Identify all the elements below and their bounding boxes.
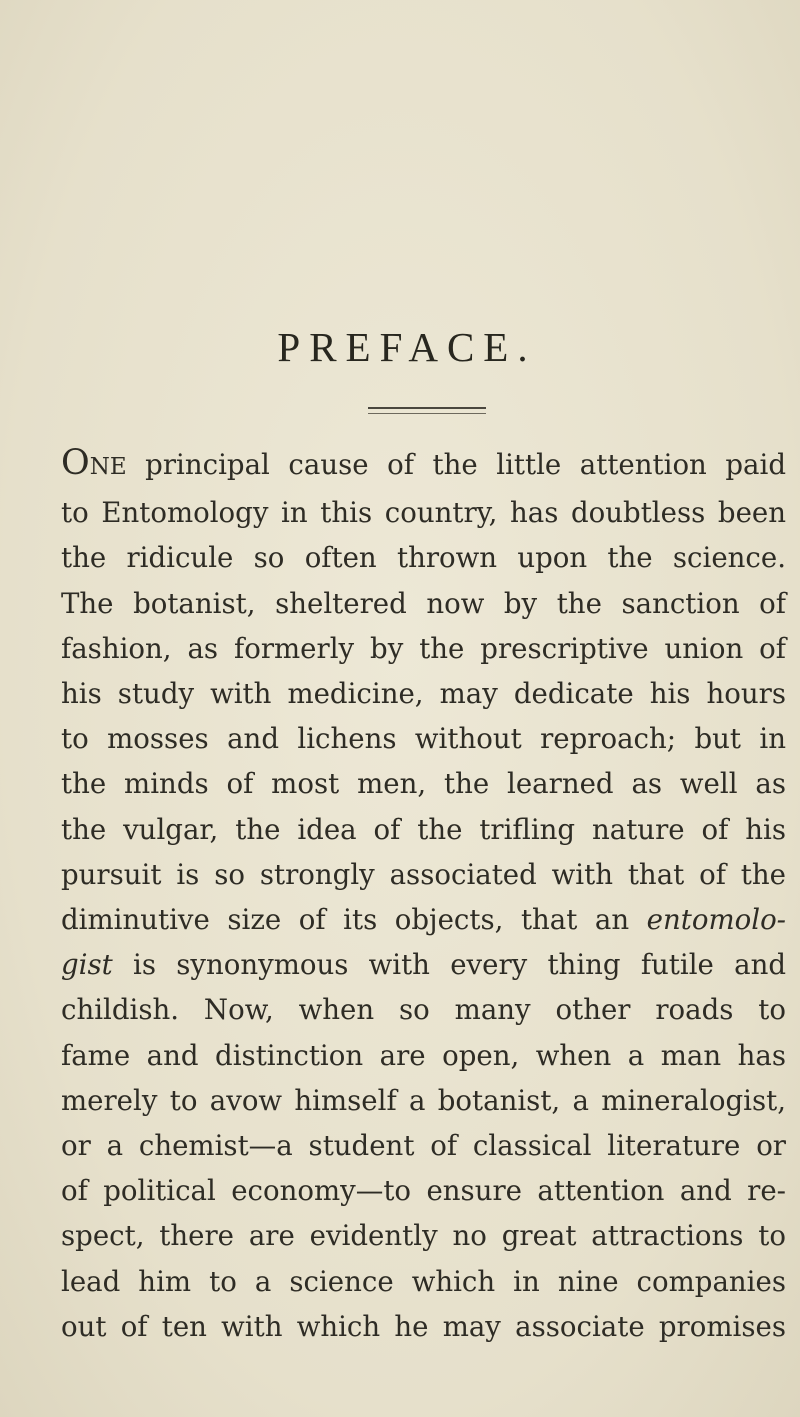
paragraph-line-3: the ridicule so often thrown upon the science. xyxy=(61,541,786,575)
paragraph-line-17: of political economy—to ensure attention and re- xyxy=(61,1174,786,1208)
italic-term: entomolo- xyxy=(646,903,786,937)
italic-term-continuation: gist xyxy=(61,948,113,982)
divider-line-top xyxy=(368,407,486,409)
paragraph-line-6: his study with medicine, may dedicate his hours xyxy=(61,677,786,711)
paragraph-line-15: merely to avow himself a botanist, a mineralogist, xyxy=(61,1083,786,1117)
line-12-text: is synonymous with every thing futile and xyxy=(112,948,786,982)
preface-paragraph xyxy=(61,441,786,1349)
paragraph-line-12 xyxy=(61,942,786,987)
line-1-text: principal cause of the little attention paid xyxy=(126,448,786,481)
paragraph-line-14: fame and distinction are open, when a man has xyxy=(61,1038,786,1072)
line-11-text: diminutive size of its objects, that an xyxy=(61,903,647,937)
paragraph-line-7: to mosses and lichens without reproach; but in xyxy=(61,722,786,756)
paragraph-line-4: The botanist, sheltered now by the sanction of xyxy=(61,586,786,620)
page-title: PREFACE. xyxy=(277,324,537,370)
paragraph-line-18: spect, there are evidently no great attractions to xyxy=(61,1219,786,1253)
paragraph-line-9: the vulgar, the idea of the trifling nature of his xyxy=(61,812,786,846)
title-divider xyxy=(368,407,486,414)
paragraph-line-13: childish. Now, when so many other roads to xyxy=(61,993,786,1027)
paragraph-line-20: out of ten with which he may associate promises xyxy=(61,1309,786,1343)
paragraph-line-19: lead him to a science which in nine companies xyxy=(61,1264,786,1298)
paragraph-line-8: the minds of most men, the learned as well as xyxy=(61,767,786,801)
divider-line-bottom xyxy=(368,413,486,414)
paragraph-line-2: to Entomology in this country, has doubtless been xyxy=(61,496,786,530)
first-word-small-caps: NE xyxy=(89,454,127,480)
paragraph-line-5: fashion, as formerly by the prescriptive union of xyxy=(61,631,786,665)
paragraph-line-10: pursuit is so strongly associated with that of the xyxy=(61,857,786,891)
paragraph-line-11 xyxy=(61,897,786,942)
initial-letter: O xyxy=(61,443,90,483)
paragraph-line-16: or a chemist—a student of classical literature or xyxy=(61,1129,786,1163)
paragraph-line-1 xyxy=(61,441,786,490)
